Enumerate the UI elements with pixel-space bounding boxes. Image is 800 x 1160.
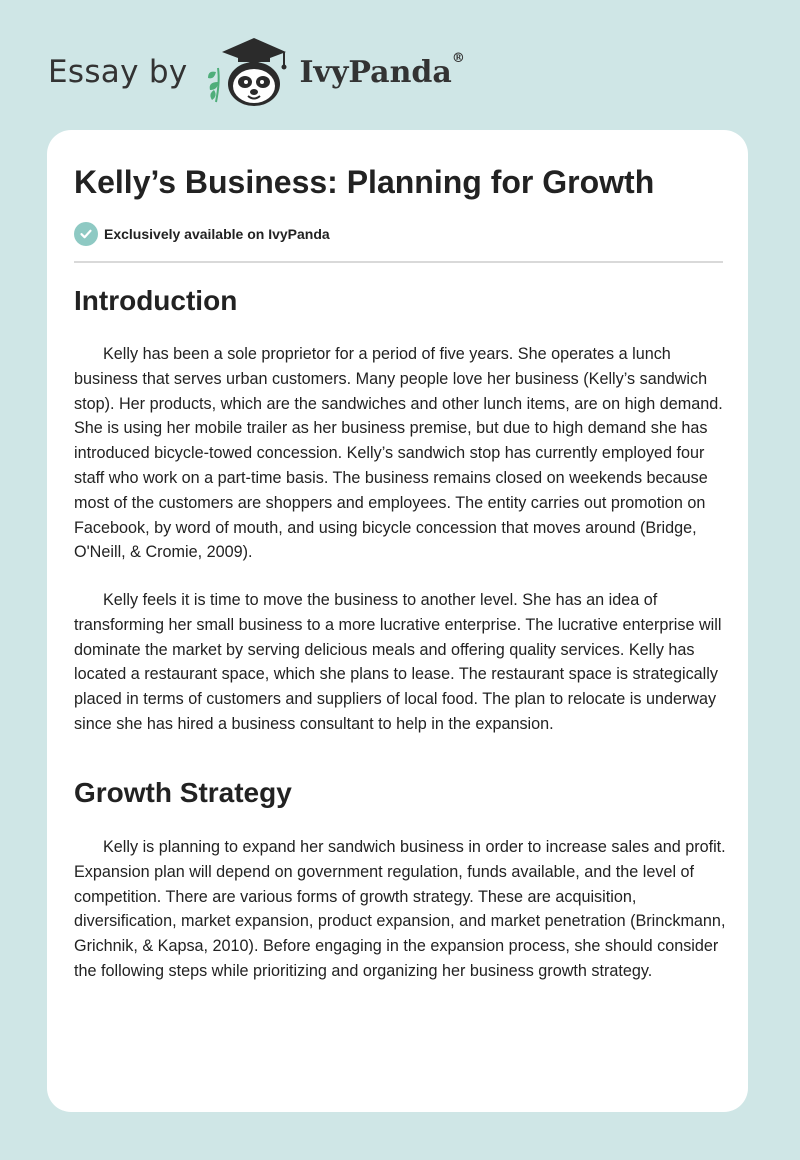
panda-logo-icon (202, 32, 298, 112)
check-circle-icon (74, 222, 98, 246)
paragraph: Kelly is planning to expand her sandwich business in order to increase sales and profit. Expansion plan will depend on government regulation, funds available, and the level of competition. There are various forms of growth strategy. These are acquisition, diversification, market expansion, product expansion, and market penetration (Brinckmann, Grichnik, & Kapsa, 2010). Before engaging in the expansion process, she should consider the following steps while prioritizing and organizing her business growth strategy. (74, 838, 726, 980)
brand-prefix: Essay by (48, 54, 188, 90)
badge-text: Exclusively available on IvyPanda (104, 226, 330, 242)
paragraph: Kelly feels it is time to move the business to another level. She has an idea of transforming her small business to a more lucrative enterprise. The lucrative enterprise will dominate the market by serving delicious meals and offering quality services. Kelly has located a restaurant space, which she plans to lease. The restaurant space is strategically placed in terms of customers and suppliers of local food. The plan to relocate is underway since she has hired a business consultant to help in the expansion. (74, 591, 722, 733)
title-divider (74, 261, 723, 263)
brand-name (299, 50, 465, 90)
section-heading-introduction: Introduction (74, 285, 238, 316)
registered-mark: ® (451, 50, 465, 66)
essay-card (47, 130, 748, 1112)
paragraph: Kelly has been a sole proprietor for a period of five years. She operates a lunch business that serves urban customers. Many people love her business (Kelly’s sandwich stop). Her products, which are the sandwiches and other lunch items, are on high demand. She is using her mobile trailer as her business premise, but due to high demand she has introduced bicycle-towed concession. Kelly’s sandwich stop has currently employed four staff who work on a part-time basis. The business remains closed on weekends because most of the customers are shoppers and employees. The entity carries out promotion on Facebook, by word of mouth, and using bicycle concession that moves around (Bridge, O'Neill, & Cromie, 2009). (74, 345, 723, 562)
essay-title: Kelly’s Business: Planning for Growth (74, 164, 655, 200)
exclusive-badge (74, 222, 330, 246)
brand-name-text: IvyPanda (299, 54, 452, 90)
section-heading-growth-strategy: Growth Strategy (74, 777, 292, 808)
ivy-leaf-icon (208, 68, 219, 102)
brand-header[interactable] (48, 32, 465, 112)
